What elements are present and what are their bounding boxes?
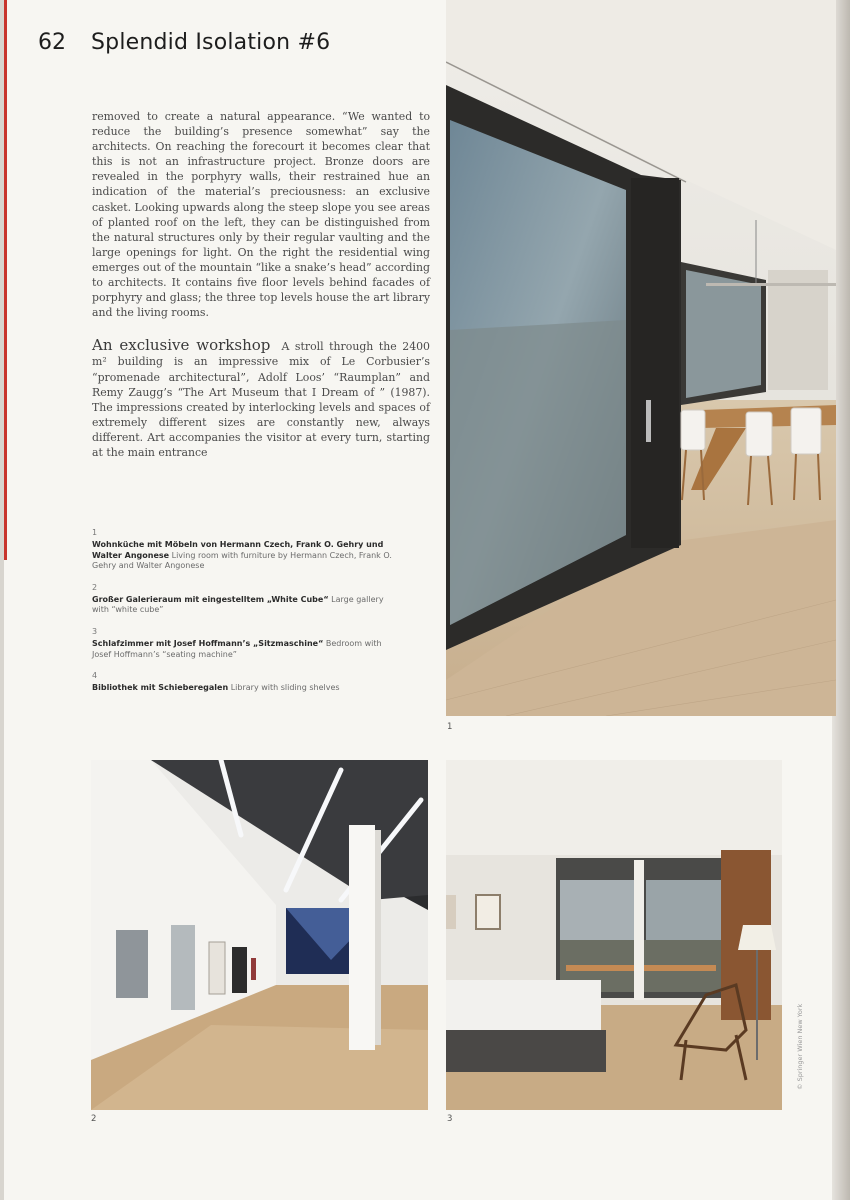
gallery-illustration	[91, 760, 428, 1110]
photo-2-number: 2	[91, 1114, 97, 1124]
caption-number: 3	[92, 626, 98, 636]
caption-german: Großer Galerieraum mit eingestelltem „White Cube“	[92, 595, 329, 605]
section-heading: An exclusive workshop	[92, 336, 271, 355]
caption-number: 4	[92, 671, 98, 681]
caption-number: 2	[92, 582, 98, 592]
page-title: Splendid Isolation #6	[91, 30, 331, 55]
caption-number: 1	[92, 528, 98, 537]
photo-credit: © Springer Wien New York	[796, 1003, 804, 1090]
caption-1	[92, 528, 402, 572]
red-edge-stripe	[4, 0, 7, 560]
caption-2	[92, 583, 402, 616]
caption-3	[92, 627, 402, 660]
paragraph-1: removed to create a natural appearance. “We wanted to reduce the building’s presence somewhat” say the architects. On reaching the forecourt it becomes clear that this is not an infrastructure project. Bronze doors are revealed in the porphyry walls, their restrained hue an indication of the material’s preciousness: an exclusive casket. Looking upwards along the steep slope you see areas of planted roof on the left, they can be distinguished from the natural structures only by their regular vaulting and the large openings for light. On the right the residential wing emerges out of the mountain “like a snake’s head” according to architects. It contains five floor levels behind facades of porphyry and glass; the three top levels house the art library and the living rooms.	[92, 110, 430, 320]
captions-block	[92, 528, 402, 705]
living-room-illustration	[446, 0, 836, 716]
caption-english: Living room with furniture by Hermann Czech, Frank O. Gehry and Walter Angonese	[92, 550, 392, 571]
caption-german: Bibliothek mit Schieberegalen	[92, 683, 229, 693]
caption-english: Library with sliding shelves	[230, 683, 340, 693]
caption-german: Schlafzimmer mit Josef Hoffmann’s „Sitzmaschine“	[92, 639, 324, 649]
photo-living-room	[446, 0, 836, 716]
bedroom-illustration	[446, 760, 782, 1110]
photo-bedroom	[446, 760, 782, 1110]
caption-english: Bedroom with Josef Hoffmann’s “seating machine”	[92, 639, 382, 659]
caption-4	[92, 671, 402, 694]
photo-1-number: 1	[447, 722, 453, 732]
paragraph-2-container	[92, 338, 430, 460]
photo-3-number: 3	[447, 1114, 453, 1124]
caption-german: Wohnküche mit Möbeln von Hermann Czech, Frank O. Gehry und Walter Angonese	[92, 540, 384, 560]
page-number: 62	[38, 30, 66, 55]
caption-english: Large gallery with “white cube”	[92, 595, 384, 615]
article-body	[92, 109, 430, 460]
paragraph-2: A stroll through the 2400 m² building is an impressive mix of Le Corbusier’s “promenade architectural”, Adolf Loos’ “Raumplan” and Remy Zaugg’s “The Art Museum that I Dream of ” (1987). The impressions created by interlocking levels and spaces of extremely different sizes are constantly new, always different. Art accompanies the visitor at every turn, starting at the main entrance	[92, 340, 430, 459]
photo-gallery	[91, 760, 428, 1110]
